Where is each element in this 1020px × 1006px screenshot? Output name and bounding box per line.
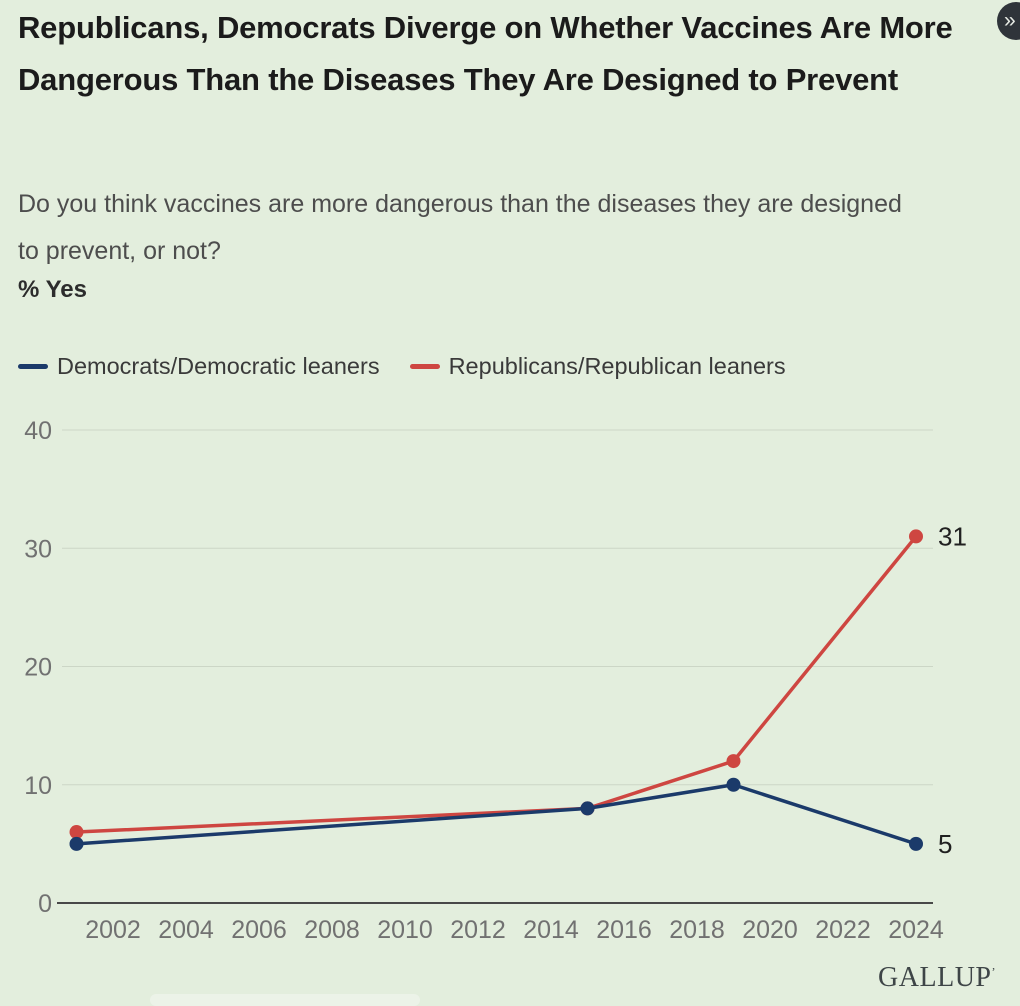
- x-tick-label-2008: 2008: [304, 916, 360, 944]
- x-tick-label-2016: 2016: [596, 916, 652, 944]
- x-tick-label-2022: 2022: [815, 916, 871, 944]
- y-tick-label-0: 0: [38, 890, 52, 918]
- end-label-democrats: 5: [938, 828, 953, 859]
- y-tick-label-40: 40: [24, 417, 52, 445]
- legend-label-democrats: Democrats/Democratic leaners: [57, 353, 380, 379]
- x-tick-label-2024: 2024: [888, 916, 944, 944]
- bottom-highlight-strip: [150, 994, 420, 1006]
- x-tick-label-2002: 2002: [85, 916, 141, 944]
- series-line-democrats: [77, 785, 917, 844]
- x-tick-label-2004: 2004: [158, 916, 214, 944]
- data-point-democrats-2001: [70, 837, 84, 851]
- gallup-wordmark: GALLUP: [878, 962, 992, 993]
- x-tick-label-2006: 2006: [231, 916, 287, 944]
- data-point-democrats-2024: [909, 837, 923, 851]
- metric-label: % Yes: [18, 276, 87, 303]
- gallup-logo: [878, 962, 996, 994]
- chevrons-right-icon: »: [1004, 9, 1016, 32]
- survey-question: Do you think vaccines are more dangerous than the diseases they are designed to prevent, or not?: [18, 190, 902, 265]
- legend-label-republicans: Republicans/Republican leaners: [448, 353, 786, 379]
- page-title: Republicans, Democrats Diverge on Whether Vaccines Are More Dangerous Than the Diseases They Are Designed to Prevent: [18, 10, 953, 97]
- data-point-republicans-2024: [909, 529, 923, 543]
- data-point-republicans-2019: [727, 754, 741, 768]
- end-label-republicans: 31: [938, 521, 967, 552]
- x-tick-label-2014: 2014: [523, 916, 579, 944]
- x-tick-label-2010: 2010: [377, 916, 433, 944]
- data-point-democrats-2015: [581, 801, 595, 815]
- y-tick-label-10: 10: [24, 771, 52, 800]
- x-tick-label-2020: 2020: [742, 916, 798, 944]
- gallup-trademark: ’: [991, 964, 996, 979]
- series-line-republicans: [77, 536, 917, 832]
- y-tick-label-20: 20: [24, 653, 52, 682]
- x-tick-label-2018: 2018: [669, 916, 725, 944]
- data-point-democrats-2019: [727, 778, 741, 792]
- y-tick-label-30: 30: [24, 535, 52, 564]
- x-tick-label-2012: 2012: [450, 916, 506, 944]
